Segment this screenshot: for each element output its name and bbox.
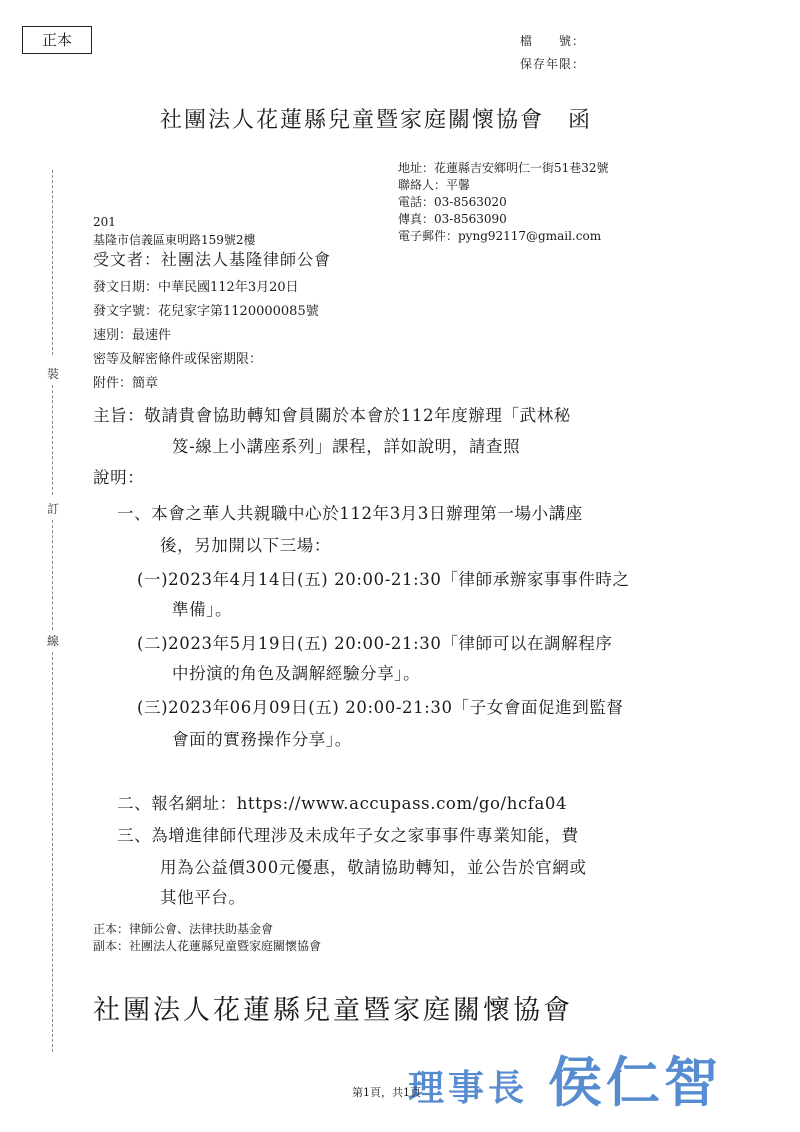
recipient-postal-code: 201 — [93, 215, 116, 229]
binding-line-mid1 — [52, 385, 53, 495]
explanation-item-3-line-2: 用為公益價300元優惠，敬請協助轉知，並公告於官網或 — [160, 858, 587, 877]
binding-line-bottom — [52, 652, 53, 1052]
subject-line-1: 主旨：敬請貴會協助轉知會員關於本會於112年度辦理「武林秘 — [93, 406, 571, 425]
secrecy-level: 密等及解密條件或保密期限： — [93, 352, 263, 367]
sender-email: 電子郵件：pyng92117@gmail.com — [398, 229, 602, 243]
session-3-line-1: (三)2023年06月09日(五) 20:00-21:30「子女會面促進到監督 — [137, 698, 624, 717]
sender-contact: 聯絡人：平馨 — [398, 178, 471, 192]
signing-organization: 社團法人花蓮縣兒童暨家庭關懷協會 — [93, 995, 573, 1026]
session-3-line-2: 會面的實務操作分享」。 — [172, 730, 352, 749]
recipient-name: 受文者：社團法人基隆律師公會 — [93, 250, 332, 269]
explanation-label: 說明： — [93, 468, 145, 487]
session-1-line-2: 準備」。 — [172, 600, 233, 619]
binding-line-mid2 — [52, 520, 53, 630]
copy-recipients: 副本：社團法人花蓮縣兒童暨家庭關懷協會 — [93, 939, 322, 953]
registration-url: 二、報名網址：https://www.accupass.com/go/hcfa04 — [117, 794, 568, 813]
file-number-label: 檔 號： — [520, 34, 586, 48]
original-recipients: 正本：律師公會、法律扶助基金會 — [93, 922, 274, 936]
chairman-seal-title: 理事長 — [408, 1068, 529, 1109]
page-number: 第1頁，共1頁 — [352, 1086, 421, 1099]
delivery-speed: 速別：最速件 — [93, 328, 172, 343]
original-copy-stamp: 正本 — [22, 26, 92, 54]
issue-date: 發文日期：中華民國112年3月20日 — [93, 280, 299, 295]
sender-phone: 電話：03-8563020 — [398, 195, 507, 209]
binding-line-top — [52, 170, 53, 355]
subject-line-2: 笈-線上小講座系列」課程，詳如說明，請查照 — [172, 437, 521, 456]
recipient-address: 基隆市信義區東明路159號2樓 — [93, 233, 256, 247]
sender-address: 地址：花蓮縣吉安鄉明仁一街51巷32號 — [398, 161, 609, 175]
session-2-line-2: 中扮演的角色及調解經驗分享」。 — [172, 664, 421, 683]
chairman-seal-name: 侯仁智 — [548, 1051, 722, 1114]
binding-mark-xian: 線 — [47, 634, 60, 648]
explanation-item-1-line-1: 一、本會之華人共親職中心於112年3月3日辦理第一場小講座 — [117, 504, 583, 523]
sender-fax: 傳真：03-8563090 — [398, 212, 507, 226]
retention-period-label: 保存年限： — [520, 57, 586, 71]
session-2-line-1: (二)2023年5月19日(五) 20:00-21:30「律師可以在調解程序 — [137, 634, 613, 653]
binding-mark-zhuang: 裝 — [47, 367, 60, 381]
explanation-item-1-line-2: 後，另加開以下三場： — [160, 536, 331, 555]
explanation-item-3-line-3: 其他平台。 — [160, 888, 246, 907]
session-1-line-1: (一)2023年4月14日(五) 20:00-21:30「律師承辦家事事件時之 — [137, 570, 630, 589]
document-number: 發文字號：花兒家字第1120000085號 — [93, 304, 319, 319]
attachment: 附件：簡章 — [93, 376, 159, 391]
explanation-item-3-line-1: 三、為增進律師代理涉及未成年子女之家事事件專業知能，費 — [117, 826, 579, 845]
binding-mark-ding: 訂 — [47, 502, 60, 516]
document-title: 社團法人花蓮縣兒童暨家庭關懷協會 函 — [160, 108, 593, 133]
